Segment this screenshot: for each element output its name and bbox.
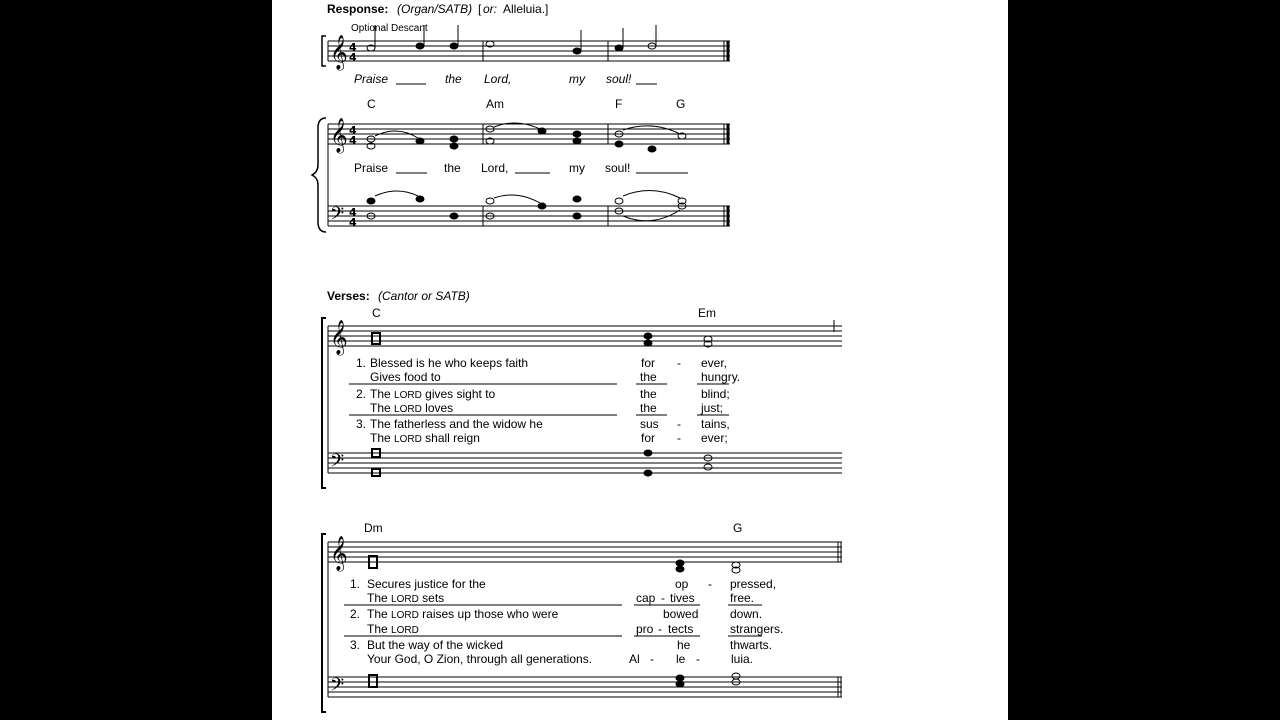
verse-hyphen: - — [650, 652, 654, 666]
verse-text: The — [370, 387, 391, 401]
verse-syllable: blind; — [701, 387, 730, 401]
verse-syllable: the — [640, 370, 657, 384]
verse-syllable: sus — [640, 417, 659, 431]
verse-hyphen: - — [658, 622, 662, 636]
verse-system-1-staves — [322, 318, 842, 488]
time-signatures — [349, 41, 357, 229]
verse-syllable: the — [640, 401, 657, 415]
verse-text: The — [367, 591, 388, 605]
verses-heading: Verses: — [327, 289, 370, 303]
verse-line: But the way of the wicked — [367, 638, 504, 652]
verse-syllable: Al — [629, 652, 640, 666]
clefs — [330, 35, 348, 700]
verse-syllable: pressed, — [730, 577, 777, 591]
verse-syllable: cap — [636, 591, 656, 605]
verse-line: Gives food to — [370, 370, 441, 384]
verse-syllable: bowed — [663, 607, 699, 621]
response-alt-or: or: — [483, 2, 498, 16]
descant-staff — [328, 41, 730, 61]
chord-symbol: Dm — [364, 521, 383, 535]
verse-text: The — [367, 622, 388, 636]
verse-syllable: thwarts. — [730, 638, 773, 652]
svg-text:4: 4 — [349, 51, 357, 64]
verse-syllable: just; — [701, 401, 724, 415]
descant-lyric: the — [445, 72, 462, 86]
svg-text:4: 4 — [349, 124, 357, 137]
verse-number: 1. — [356, 356, 367, 370]
verse-text: sets — [422, 591, 445, 605]
verse-hyphen: - — [708, 577, 712, 591]
svg-text:4: 4 — [349, 216, 357, 229]
verse-number: 3. — [350, 638, 361, 652]
verse-syllable: op — [675, 577, 689, 591]
chord-symbol: C — [372, 306, 381, 320]
verse-syllable: luia. — [731, 652, 754, 666]
verse-syllable: ever; — [701, 431, 728, 445]
treble-clef-icon: 𝄞 — [330, 35, 348, 70]
treble-clef-icon: 𝄞 — [330, 320, 348, 355]
descant-lyric: my — [569, 72, 585, 86]
verse-text: shall reign — [425, 431, 480, 445]
verse-syllable: for — [641, 431, 656, 445]
lyric-extenders — [344, 84, 762, 636]
music-page — [272, 0, 1008, 720]
lord-smallcaps: LORD — [394, 434, 422, 445]
verse-line: Blessed is he who keeps faith — [370, 356, 529, 370]
treble-clef-icon: 𝄞 — [330, 536, 348, 571]
music-notation — [272, 0, 1008, 720]
bass-clef-icon: 𝄢 — [330, 204, 345, 229]
verse-syllable: le — [676, 652, 686, 666]
verse-number: 2. — [350, 607, 361, 621]
verse-text: raises up those who were — [422, 607, 559, 621]
satb-lyric: Lord, — [481, 161, 509, 175]
verse-number: 2. — [356, 387, 367, 401]
verse-syllable: strangers. — [730, 622, 784, 636]
verse-syllable: he — [677, 638, 691, 652]
bass-clef-icon: 𝄢 — [330, 451, 345, 476]
verse-system-2-staves — [322, 534, 842, 712]
lord-smallcaps: LORD — [391, 625, 419, 636]
lord-smallcaps: LORD — [391, 610, 419, 621]
response-heading-note: (Organ/SATB) — [397, 2, 473, 16]
chord-symbol: F — [615, 97, 623, 111]
verse-hyphen: - — [677, 431, 681, 445]
chord-symbol: G — [733, 521, 743, 535]
chord-symbol: G — [676, 97, 686, 111]
verse-syllable: ever, — [701, 356, 728, 370]
verse-syllable: the — [640, 387, 657, 401]
chord-symbol: Am — [486, 97, 504, 111]
response-alt: Alleluia.] — [503, 2, 549, 16]
verse-text: The — [370, 431, 391, 445]
treble-clef-icon: 𝄞 — [330, 118, 348, 153]
bass-clef-icon: 𝄢 — [330, 675, 345, 700]
verse-syllable: tains, — [701, 417, 730, 431]
lord-smallcaps: LORD — [394, 404, 422, 415]
verse-hyphen: - — [661, 591, 665, 605]
satb-lyric: the — [444, 161, 461, 175]
descant-lyric: Praise — [354, 72, 389, 86]
svg-text:4: 4 — [349, 134, 357, 147]
svg-text:4: 4 — [349, 206, 357, 219]
verse-syllable: hungry. — [701, 370, 741, 384]
system-brace — [312, 118, 326, 232]
verse-text: The — [370, 401, 391, 415]
descant-label: Optional Descant — [351, 23, 428, 34]
chord-symbol: C — [367, 97, 376, 111]
svg-text:4: 4 — [349, 41, 357, 54]
satb-lyric: my — [569, 161, 585, 175]
descant-lyric: Lord, — [484, 72, 512, 86]
system-bracket — [322, 36, 326, 66]
verse-syllable: free. — [730, 591, 755, 605]
verse-text: gives sight to — [425, 387, 496, 401]
verse-hyphen: - — [677, 356, 681, 370]
response-bracket-open: [ — [478, 2, 482, 16]
satb-lyric: soul! — [605, 161, 631, 175]
verse-syllable: tives — [670, 591, 695, 605]
lord-smallcaps: LORD — [394, 390, 422, 401]
satb-lyric: Praise — [354, 161, 389, 175]
lord-smallcaps: LORD — [391, 594, 419, 605]
verse-number: 3. — [356, 417, 367, 431]
verse-syllable: down. — [730, 607, 763, 621]
verse-hyphen: - — [696, 652, 700, 666]
descant-lyric: soul! — [606, 72, 632, 86]
verse-hyphen: - — [677, 417, 681, 431]
verse-line: The fatherless and the widow he — [370, 417, 543, 431]
verse-syllable: pro — [636, 622, 654, 636]
verse-syllable: tects — [668, 622, 694, 636]
verse-text: loves — [425, 401, 454, 415]
verses-heading-note: (Cantor or SATB) — [378, 289, 470, 303]
response-heading: Response: — [327, 2, 389, 16]
verse-syllable: for — [641, 356, 656, 370]
verse-number: 1. — [350, 577, 361, 591]
verse-line: Secures justice for the — [367, 577, 486, 591]
verse-text: The — [367, 607, 388, 621]
chord-symbol: Em — [698, 306, 716, 320]
verse-line: Your God, O Zion, through all generations. — [367, 652, 593, 666]
